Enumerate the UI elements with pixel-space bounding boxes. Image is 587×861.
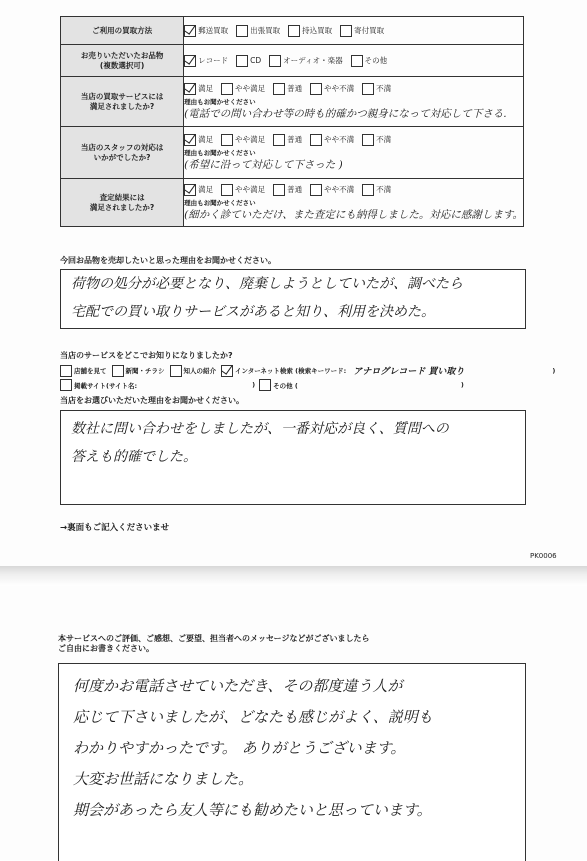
answer-option-label: 満足 xyxy=(198,185,214,194)
checkbox[interactable] xyxy=(273,134,285,146)
checkbox[interactable] xyxy=(351,55,363,67)
survey-answer xyxy=(184,45,524,77)
answer-option-label: レコード xyxy=(198,56,229,65)
answer-option-label: 出張買取 xyxy=(250,26,281,35)
answer-option-label: 満足 xyxy=(198,135,214,144)
checkbox[interactable] xyxy=(112,365,124,377)
answer-option[interactable] xyxy=(273,184,302,196)
answer-option[interactable] xyxy=(362,184,391,196)
search-keyword: アナログレコード 買い取り xyxy=(353,367,465,377)
sell-reason-line-1: 荷物の処分が必要となり、廃棄しようとしていたが、調べたら xyxy=(71,276,463,292)
survey-row xyxy=(61,77,524,127)
answer-option-label: やや不満 xyxy=(324,135,355,144)
checkbox-checked[interactable] xyxy=(184,25,196,37)
survey-question: ご利用の買取方法 xyxy=(61,17,184,45)
answer-option-label: CD xyxy=(250,56,262,65)
checkbox[interactable] xyxy=(310,134,322,146)
form-code: PK0006 xyxy=(530,552,557,560)
answer-option[interactable] xyxy=(340,25,384,37)
keyword-close-paren: ) xyxy=(552,366,556,375)
page-gap xyxy=(0,566,587,586)
answer-option[interactable] xyxy=(236,55,261,67)
checkbox[interactable] xyxy=(273,83,285,95)
answer-options xyxy=(184,83,523,95)
survey-question: 査定結果には 満足されましたか? xyxy=(61,179,184,227)
survey-answer xyxy=(184,77,524,127)
comment-line-5: 期会があったら友人等にも勧めたいと思っています。 xyxy=(73,801,432,819)
answer-option[interactable] xyxy=(351,55,388,67)
reason-label: 理由もお聞かせください xyxy=(184,148,256,157)
answer-option[interactable] xyxy=(221,184,265,196)
answer-option-label: やや不満 xyxy=(324,185,355,194)
answer-option[interactable] xyxy=(269,55,342,67)
answer-option-label: オーディオ・楽器 xyxy=(283,56,343,65)
other-close-paren: ) xyxy=(460,381,464,389)
checkbox[interactable] xyxy=(362,184,374,196)
checkbox[interactable] xyxy=(310,83,322,95)
reason-label: 理由もお聞かせください xyxy=(184,97,256,106)
survey-row xyxy=(61,17,524,45)
answer-option-label: 持込買取 xyxy=(302,26,333,35)
source-option-store[interactable]: 店舗を見て xyxy=(60,365,107,377)
reason-answer: (電話での問い合わせ等の時も的確かつ親身になって対応して下さる. xyxy=(184,107,507,120)
answer-option-label: その他 xyxy=(364,56,388,65)
source-option-internet[interactable]: インターネット検索 (検索キーワード: xyxy=(221,365,346,377)
checkbox[interactable] xyxy=(236,55,248,67)
answer-option[interactable] xyxy=(184,184,213,196)
checkbox[interactable] xyxy=(236,25,248,37)
answer-option-label: 不満 xyxy=(376,185,392,194)
answer-option-label: 郵送買取 xyxy=(198,26,229,35)
choose-reason-line-1: 数社に問い合わせをしましたが、一番対応が良く、質問への xyxy=(71,421,449,437)
survey-row xyxy=(61,179,524,227)
survey-question: 当店の買取サービスには 満足されましたか? xyxy=(61,77,184,127)
checkbox[interactable] xyxy=(269,55,281,67)
answer-option[interactable] xyxy=(362,134,391,146)
checkbox-checked[interactable] xyxy=(184,83,196,95)
survey-question: 当店のスタッフの対応は いかがでしたか? xyxy=(61,127,184,179)
answer-option-label: 寄付買取 xyxy=(354,26,385,35)
checkbox-checked[interactable] xyxy=(184,184,196,196)
comments-label-line-1: 本サービスへのご評価、ご感想、ご要望、担当者へのメッセージなどがございましたら xyxy=(58,634,370,643)
checkbox[interactable] xyxy=(221,134,233,146)
choose-reason-line-2: 答えも的確でした。 xyxy=(71,449,197,465)
checkbox[interactable] xyxy=(221,184,233,196)
answer-option[interactable] xyxy=(184,134,213,146)
comment-line-4: 大変お世話になりました。 xyxy=(73,770,254,788)
comments-label xyxy=(58,634,370,654)
reason-answer: (細かく診ていただけ、また査定にも納得しました。対応に感謝します。 xyxy=(184,208,523,221)
reason-answer: (希望に沿って対応して下さった ) xyxy=(184,158,343,171)
sell-reason-line-2: 宅配での買い取りサービスがあると知り、利用を決めた。 xyxy=(71,304,435,320)
checkbox[interactable] xyxy=(221,83,233,95)
reason-label: 理由もお聞かせください xyxy=(184,198,256,207)
checkbox[interactable] xyxy=(60,365,72,377)
survey-page-back xyxy=(0,586,587,860)
answer-option-label: やや満足 xyxy=(235,84,266,93)
checkbox[interactable] xyxy=(310,184,322,196)
answer-option-label: 不満 xyxy=(376,135,392,144)
answer-options xyxy=(184,184,523,196)
answer-option[interactable] xyxy=(221,83,265,95)
source-option-other[interactable]: その他 ( xyxy=(259,379,298,391)
survey-answer xyxy=(184,127,524,179)
checkbox[interactable] xyxy=(170,365,182,377)
checkbox[interactable] xyxy=(340,25,352,37)
choose-reason-label: 当店をお選びいただいた理由をお聞かせください。 xyxy=(60,396,244,405)
answer-options xyxy=(184,55,523,67)
choose-reason-box xyxy=(60,410,526,505)
checkbox[interactable] xyxy=(60,379,72,391)
answer-option[interactable] xyxy=(310,184,354,196)
answer-option[interactable] xyxy=(184,55,228,67)
sell-reason-box xyxy=(60,269,526,329)
checkbox-checked[interactable] xyxy=(221,365,233,377)
survey-answer xyxy=(184,179,524,227)
comment-line-1: 何度かお電話させていただき、その都度違う人が xyxy=(73,677,403,695)
source-option-newspaper[interactable]: 新聞・チラシ xyxy=(112,365,165,377)
comment-line-3: わかりやすかったです。 ありがとうございます。 xyxy=(73,739,406,757)
answer-options xyxy=(184,25,523,37)
answer-option-label: やや満足 xyxy=(235,135,266,144)
answer-option[interactable] xyxy=(184,25,228,37)
site-close-paren: ) xyxy=(252,381,256,389)
answer-option-label: 普通 xyxy=(287,84,303,93)
survey-answer xyxy=(184,17,524,45)
comments-box xyxy=(58,663,526,861)
sell-reason-label: 今回お品物を売却したいと思った理由をお聞かせください。 xyxy=(60,256,276,265)
checkbox[interactable] xyxy=(259,379,271,391)
survey-table xyxy=(60,16,524,227)
checkbox[interactable] xyxy=(362,83,374,95)
comments-label-line-2: ご自由にお書きください。 xyxy=(58,644,154,653)
survey-row xyxy=(61,45,524,77)
survey-row xyxy=(61,127,524,179)
source-option-site[interactable]: 掲載サイト(サイト名: xyxy=(60,379,137,391)
checkbox-checked[interactable] xyxy=(184,55,196,67)
answer-option[interactable] xyxy=(236,25,280,37)
survey-question: お売りいただいたお品物 (複数選択可) xyxy=(61,45,184,77)
comment-line-2: 応じて下さいましたが、どなたも感じがよく、説明も xyxy=(73,708,433,726)
source-row-1 xyxy=(60,364,555,377)
answer-option[interactable] xyxy=(362,83,391,95)
answer-option[interactable] xyxy=(310,83,354,95)
answer-option-label: 不満 xyxy=(376,84,392,93)
answer-option[interactable] xyxy=(310,134,354,146)
source-row-2 xyxy=(60,379,464,391)
answer-options xyxy=(184,134,523,146)
answer-option-label: 満足 xyxy=(198,84,214,93)
checkbox[interactable] xyxy=(273,184,285,196)
answer-option-label: やや不満 xyxy=(324,84,355,93)
checkbox-checked[interactable] xyxy=(184,134,196,146)
answer-option-label: やや満足 xyxy=(235,185,266,194)
source-option-referral[interactable]: 知人の紹介 xyxy=(170,365,217,377)
checkbox[interactable] xyxy=(288,25,300,37)
checkbox[interactable] xyxy=(362,134,374,146)
answer-option[interactable] xyxy=(288,25,332,37)
answer-option-label: 普通 xyxy=(287,135,303,144)
source-label: 当店のサービスをどこでお知りになりましたか? xyxy=(60,351,233,360)
back-side-note: →裏面もご記入くださいませ xyxy=(60,523,170,533)
answer-option[interactable] xyxy=(221,134,265,146)
answer-option[interactable] xyxy=(273,134,302,146)
answer-option[interactable] xyxy=(184,83,213,95)
answer-option-label: 普通 xyxy=(287,185,303,194)
answer-option[interactable] xyxy=(273,83,302,95)
